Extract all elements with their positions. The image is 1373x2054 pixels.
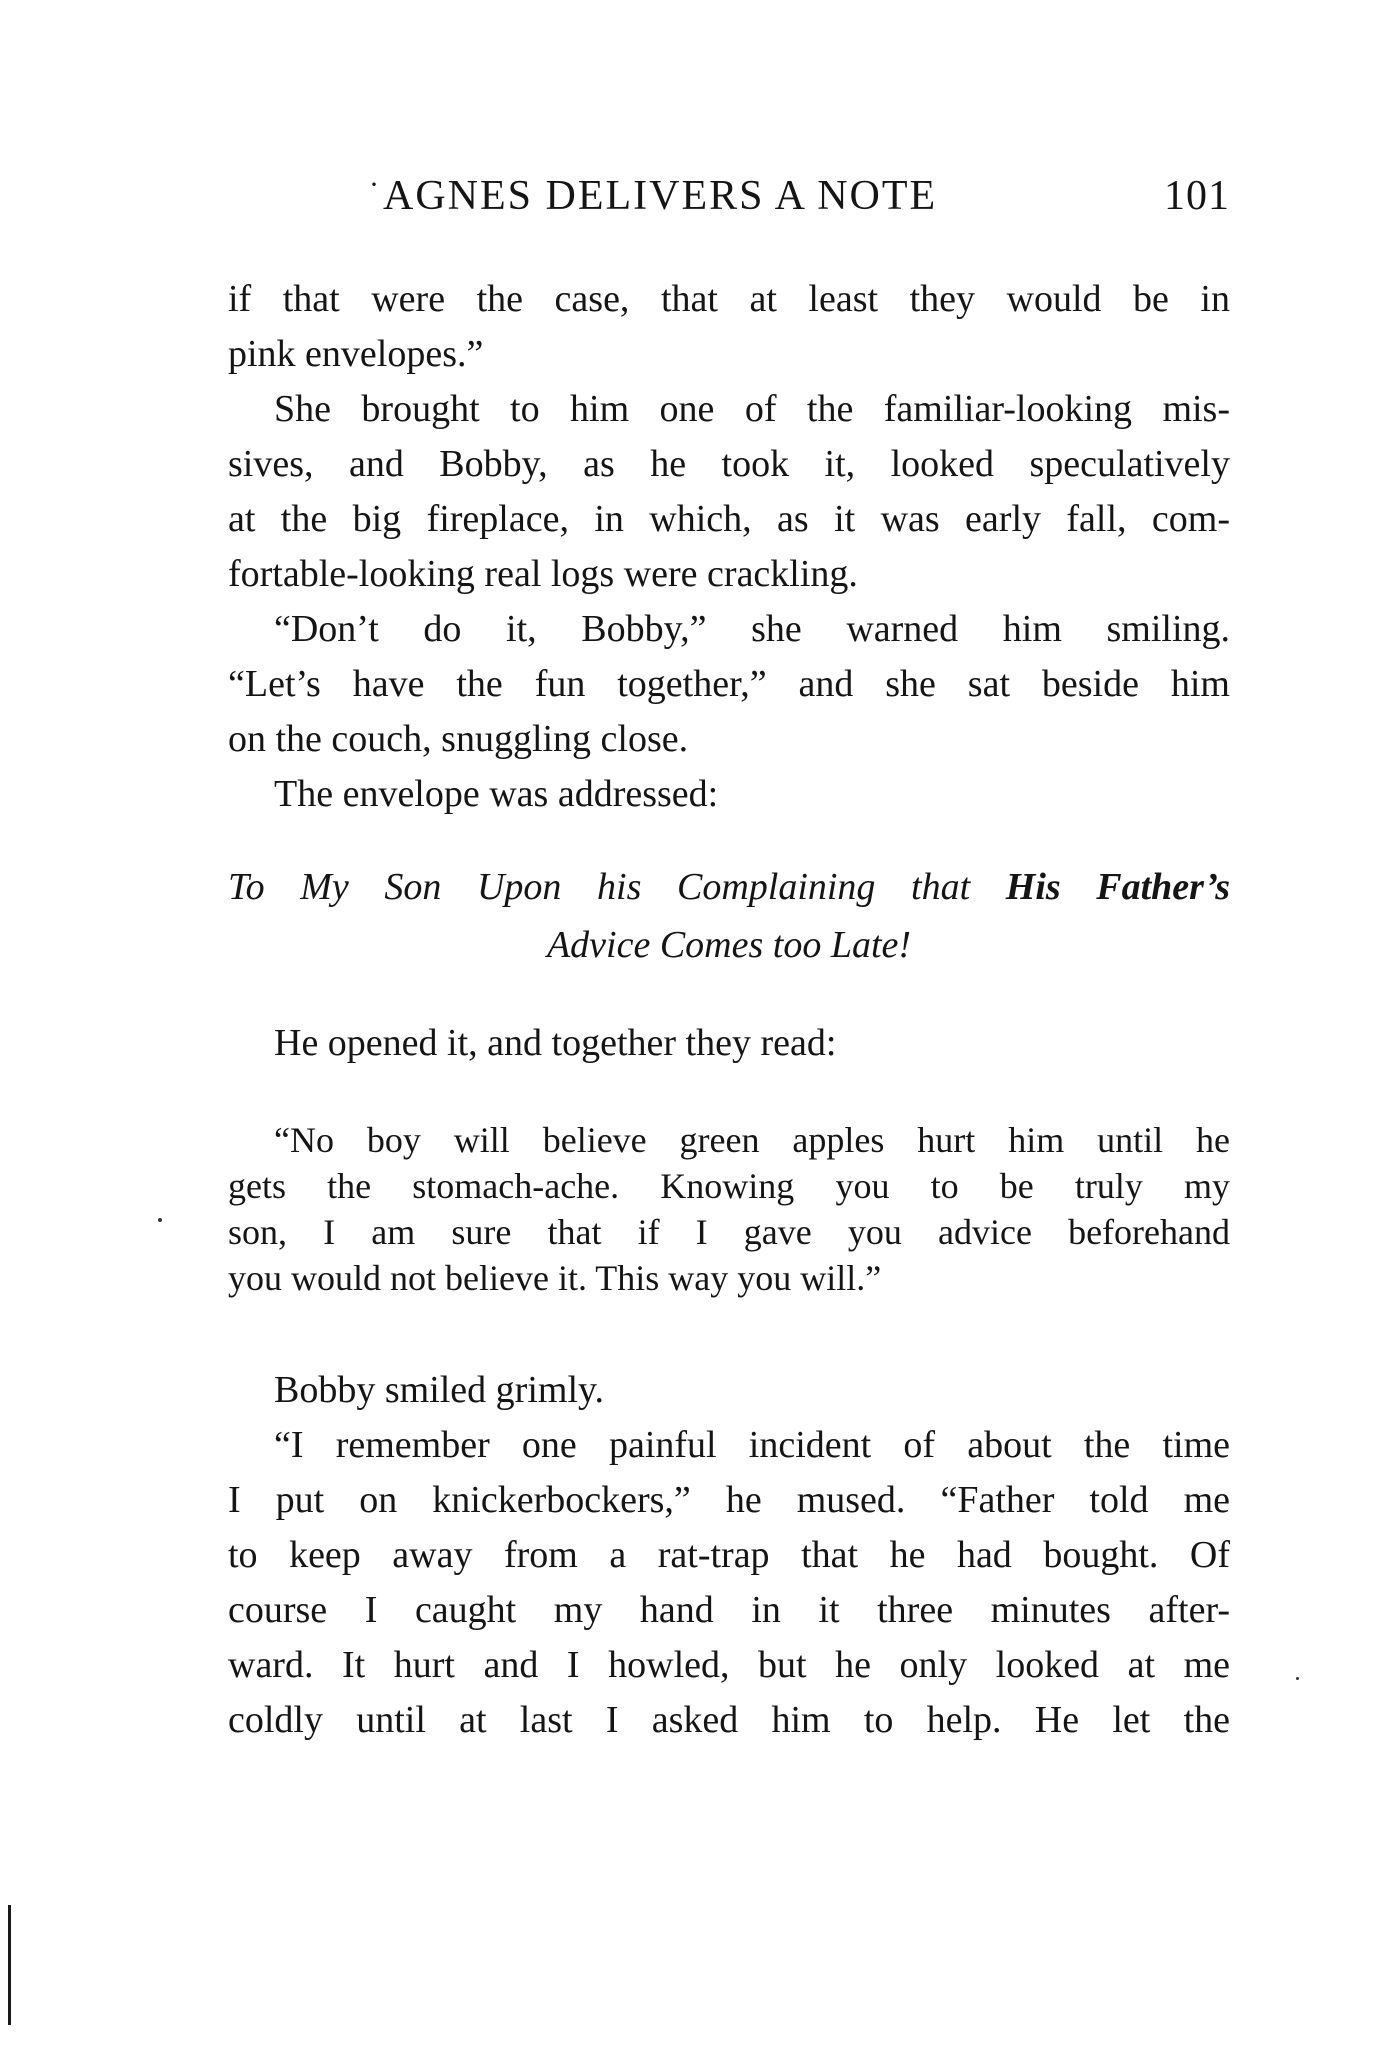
letter-line: “No boy will believe green apples hurt him until he xyxy=(274,1120,1230,1160)
envelope-heading xyxy=(228,858,1230,974)
envelope-heading-line: Advice Comes too Late! xyxy=(546,924,912,966)
scan-speck xyxy=(1296,1677,1299,1680)
text-line: “I remember one painful incident of about the time xyxy=(274,1424,1230,1466)
text-line: ward. It hurt and I howled, but he only looked at me xyxy=(228,1644,1230,1686)
text-line: sives, and Bobby, as he took it, looked speculatively xyxy=(228,443,1230,485)
text-line: Bobby smiled grimly. xyxy=(274,1369,605,1411)
envelope-heading-text: To My Son Upon his Complaining that xyxy=(228,866,1006,908)
text-line: “Don’t do it, Bobby,” she warned him smiling. xyxy=(274,608,1230,650)
text-line: to keep away from a rat-trap that he had bought. Of xyxy=(228,1534,1230,1576)
scan-speck xyxy=(158,1218,162,1222)
text-line: He opened it, and together they read: xyxy=(274,1022,837,1064)
page-number: 101 xyxy=(1164,173,1230,219)
envelope-heading-bold: His Father’s xyxy=(1005,866,1230,908)
text-line: She brought to him one of the familiar-looking mis- xyxy=(274,388,1230,430)
letter-line: gets the stomach-ache. Knowing you to be truly my xyxy=(228,1166,1230,1206)
text-line: I put on knickerbockers,” he mused. “Father told me xyxy=(228,1479,1230,1521)
text-line: course I caught my hand in it three minutes after- xyxy=(228,1589,1230,1631)
body-text-top xyxy=(228,272,1230,822)
text-line: pink envelopes.” xyxy=(228,333,484,375)
text-line: The envelope was addressed: xyxy=(274,773,719,815)
page-edge-mark xyxy=(8,1905,11,2025)
text-line: fortable-looking real logs were crackling. xyxy=(228,553,858,595)
letter-line: son, I am sure that if I gave you advice beforehand xyxy=(228,1212,1230,1252)
running-head xyxy=(228,172,1230,228)
letter-quote xyxy=(228,1117,1230,1301)
body-text-mid xyxy=(228,1016,1230,1071)
text-line: coldly until at last I asked him to help. He let the xyxy=(228,1699,1230,1741)
text-line: on the couch, snuggling close. xyxy=(228,718,689,760)
chapter-title: · AGNES DELIVERS A NOTE xyxy=(383,172,937,220)
text-line: if that were the case, that at least they would be in xyxy=(228,278,1230,320)
text-line: at the big fireplace, in which, as it was early fall, com- xyxy=(228,498,1230,540)
letter-line: you would not believe it. This way you will.” xyxy=(228,1258,882,1298)
text-line: “Let’s have the fun together,” and she sat beside him xyxy=(228,663,1230,705)
body-text-bottom xyxy=(228,1363,1230,1748)
envelope-heading-line xyxy=(228,858,1230,916)
